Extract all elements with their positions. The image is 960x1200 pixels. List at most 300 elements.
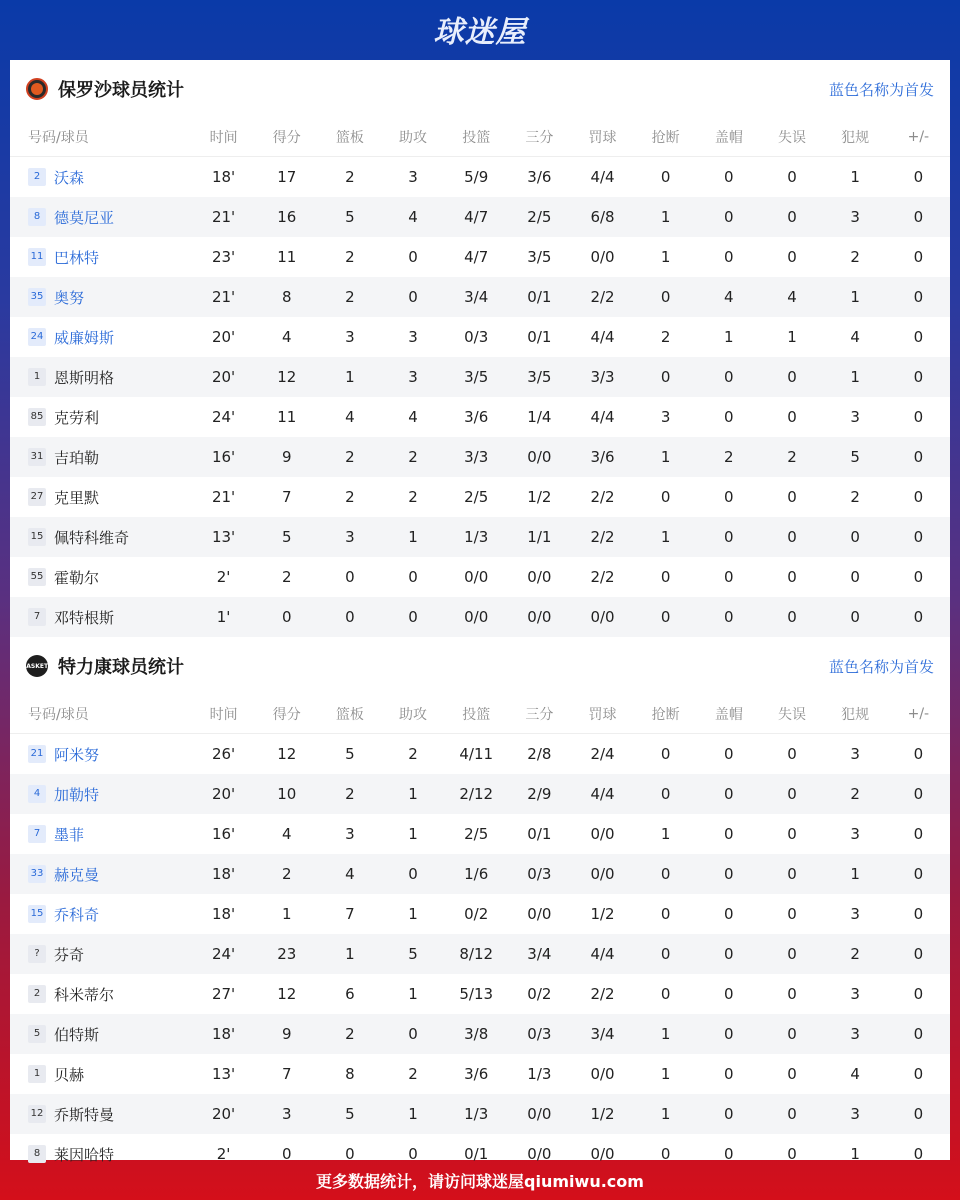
stat-cell: 3/4	[508, 934, 571, 974]
jersey-number-badge: 2	[28, 985, 46, 1003]
table-row	[10, 597, 950, 637]
stat-cell: 0	[381, 597, 444, 637]
stat-cell: 3	[255, 1094, 318, 1134]
player-name[interactable]: 德莫尼亚	[54, 208, 115, 227]
jersey-number-badge: 15	[28, 528, 46, 546]
stat-cell: 0/0	[527, 1145, 552, 1163]
stat-cell: 4	[281, 825, 292, 843]
table-row	[10, 477, 950, 517]
player-name[interactable]: 莱因哈特	[54, 1145, 115, 1164]
stat-cell: 0/0	[508, 437, 571, 477]
stat-cell: 0	[697, 517, 760, 557]
player-name[interactable]: 威廉姆斯	[54, 328, 115, 347]
player-cell	[10, 597, 192, 637]
stat-cell: 3/3	[571, 357, 634, 397]
stat-cell: 3	[850, 905, 860, 923]
jersey-number-badge: 15	[28, 905, 46, 923]
stat-cell: 0	[760, 597, 823, 637]
table-body	[10, 734, 950, 1175]
stat-cell: 4	[850, 328, 860, 346]
player-name[interactable]: 墨菲	[54, 825, 85, 844]
player-cell	[10, 1014, 192, 1054]
stat-cell: 0	[697, 774, 760, 814]
stat-cell: 0	[887, 1014, 950, 1054]
team-title: 特力康球员统计	[58, 657, 184, 678]
table-header-row	[10, 695, 950, 734]
player-cell	[10, 734, 192, 775]
stat-cell: 0	[787, 1065, 797, 1083]
table-row	[10, 357, 950, 397]
jersey-number-badge: 33	[28, 865, 46, 883]
stat-cell: 1	[787, 328, 797, 346]
stat-cell: 0	[760, 1094, 823, 1134]
stat-cell: 4/4	[590, 408, 615, 426]
stat-cell: 2/5	[464, 825, 489, 843]
stat-cell: 0/0	[527, 568, 552, 586]
stat-cell: 5	[318, 197, 381, 237]
stat-cell: 20'	[192, 774, 255, 814]
stat-cell: 1/1	[508, 517, 571, 557]
jersey-number-badge: 35	[28, 288, 46, 306]
stat-cell: 1/3	[445, 517, 508, 557]
player-name[interactable]: 巴林特	[54, 248, 100, 267]
stat-cell: 0	[787, 408, 797, 426]
stat-cell: 2	[345, 248, 355, 266]
player-cell	[10, 774, 192, 814]
stat-cell: 2/9	[508, 774, 571, 814]
stat-cell: 0	[345, 568, 355, 586]
stat-cell: 0	[760, 357, 823, 397]
player-name[interactable]: 吉珀勒	[54, 448, 100, 467]
column-header: 抢断	[634, 118, 697, 157]
player-cell	[10, 557, 192, 597]
player-name[interactable]: 邓特根斯	[54, 608, 115, 627]
stat-cell: 1	[660, 248, 671, 266]
table-row	[10, 974, 950, 1014]
stat-cell: 0	[760, 774, 823, 814]
stat-cell: 0	[318, 597, 381, 637]
stat-cell: 3/6	[464, 1065, 489, 1083]
stat-cell: 5	[255, 517, 318, 557]
column-header: 得分	[255, 695, 318, 734]
stat-cell: 0	[787, 168, 797, 186]
stat-cell: 20'	[211, 328, 236, 346]
stat-cell: 0	[634, 774, 697, 814]
stat-cell: 3/6	[571, 437, 634, 477]
stat-cell: 2	[408, 745, 418, 763]
stat-cell: 0	[787, 825, 797, 843]
column-header: 投篮	[445, 118, 508, 157]
stat-cell: 0	[913, 825, 924, 843]
jersey-number-badge: 11	[28, 248, 46, 266]
stat-cell: 0	[787, 568, 797, 586]
stat-cell: 0	[660, 985, 671, 1003]
stat-cell: 21'	[192, 277, 255, 317]
stat-cell: 3/8	[445, 1014, 508, 1054]
stat-cell: 5/9	[464, 168, 489, 186]
stat-cell: 3/5	[527, 248, 552, 266]
stat-cell: 3	[381, 357, 444, 397]
stat-cell: 2	[697, 437, 760, 477]
column-header: 篮板	[318, 695, 381, 734]
stat-cell: 8	[345, 1065, 355, 1083]
player-name[interactable]: 乔科奇	[54, 905, 100, 924]
stat-cell: 4	[408, 408, 418, 426]
stat-cell: 2/4	[590, 745, 615, 763]
stat-cell: 0	[787, 1145, 797, 1163]
stat-cell: 3	[318, 517, 381, 557]
stat-cell: 0/2	[464, 905, 489, 923]
app-header	[0, 0, 960, 58]
stat-cell: 0/0	[590, 1145, 615, 1163]
jersey-number-badge: 8	[28, 1145, 46, 1163]
player-name[interactable]: 阿米努	[54, 745, 100, 764]
stat-cell: 1	[824, 277, 887, 317]
stat-cell: 8	[255, 277, 318, 317]
stat-cell: 0	[913, 568, 924, 586]
stat-cell: 1	[281, 905, 292, 923]
stat-cell: 0	[887, 1094, 950, 1134]
player-cell	[10, 814, 192, 854]
jersey-number-badge: 2	[28, 168, 46, 186]
stat-cell: 1	[660, 1065, 671, 1083]
stat-cell: 0	[724, 568, 734, 586]
stat-cell: 2	[824, 934, 887, 974]
stat-cell: 1	[408, 825, 418, 843]
table-row	[10, 774, 950, 814]
stat-cell: 4	[318, 854, 381, 894]
stat-cell: 4/4	[571, 934, 634, 974]
stat-cell: 2	[408, 488, 418, 506]
jersey-number-badge: 24	[28, 328, 46, 346]
stat-cell: 0/0	[527, 905, 552, 923]
player-cell	[10, 934, 192, 974]
player-cell	[10, 317, 192, 357]
stat-cell: 0	[787, 745, 797, 763]
stat-cell: 23'	[211, 248, 236, 266]
stat-cell: 4	[345, 408, 355, 426]
stat-cell: 1	[634, 197, 697, 237]
jersey-number-badge: 12	[28, 1105, 46, 1123]
stat-cell: 0	[724, 168, 734, 186]
stat-cell: 2	[408, 1065, 418, 1083]
stat-cell: 0	[634, 934, 697, 974]
stat-cell: 0/0	[508, 597, 571, 637]
column-header: 篮板	[318, 118, 381, 157]
column-header: 助攻	[381, 118, 444, 157]
stat-cell: 0/3	[508, 1014, 571, 1054]
stat-cell: 4/11	[459, 745, 494, 763]
stat-cell: 0	[887, 854, 950, 894]
stat-cell: 0/0	[571, 597, 634, 637]
stat-cell: 2	[318, 437, 381, 477]
player-cell	[10, 1094, 192, 1134]
stat-cell: 1	[381, 774, 444, 814]
stat-cell: 0	[660, 488, 671, 506]
stat-cell: 3/6	[464, 408, 489, 426]
stat-cell: 2	[660, 328, 671, 346]
table-row	[10, 157, 950, 198]
stat-cell: 0/0	[590, 1065, 615, 1083]
table-row	[10, 894, 950, 934]
stat-cell: 24'	[211, 408, 236, 426]
stat-cell: 1/3	[527, 1065, 552, 1083]
stat-cell: 3	[824, 1014, 887, 1054]
stat-cell: 0	[913, 905, 924, 923]
stat-cell: 0	[724, 488, 734, 506]
stat-cell: 0/0	[590, 248, 615, 266]
stat-cell: 2	[318, 774, 381, 814]
player-name[interactable]: 克里默	[54, 488, 100, 507]
stat-cell: 0	[408, 1145, 418, 1163]
stat-cell: 0	[913, 488, 924, 506]
player-stats-table	[10, 118, 950, 637]
stat-cell: 2	[345, 488, 355, 506]
stat-cell: 0	[724, 408, 734, 426]
player-cell	[10, 237, 192, 277]
stat-cell: 0	[697, 197, 760, 237]
stat-cell: 0	[760, 854, 823, 894]
stat-cell: 1	[634, 1014, 697, 1054]
stat-cell: 0/2	[527, 985, 552, 1003]
stat-cell: 2/2	[571, 517, 634, 557]
stat-cell: 0	[724, 745, 734, 763]
stat-cell: 3	[660, 408, 671, 426]
basketball-team-logo-icon	[26, 78, 48, 100]
stat-cell: 5	[824, 437, 887, 477]
jersey-number-badge: 85	[28, 408, 46, 426]
stat-cell: 0	[787, 248, 797, 266]
column-header: 得分	[255, 118, 318, 157]
player-name[interactable]: 佩特科维奇	[54, 528, 130, 547]
stat-cell: 1	[318, 357, 381, 397]
stat-cell: 4	[697, 277, 760, 317]
stat-cell: 3	[850, 985, 860, 1003]
stat-cell: 7	[281, 488, 292, 506]
jersey-number-badge: 31	[28, 448, 46, 466]
player-stats-table	[10, 695, 950, 1174]
stat-cell: 16	[255, 197, 318, 237]
stat-cell: 1	[824, 854, 887, 894]
player-cell	[10, 197, 192, 237]
stat-cell: 17	[277, 168, 297, 186]
stat-cell: 0	[760, 517, 823, 557]
stat-cell: 0/1	[464, 1145, 489, 1163]
stat-cell: 1	[634, 1094, 697, 1134]
player-name[interactable]: 芬奇	[54, 945, 85, 964]
stat-cell: 1	[318, 934, 381, 974]
stat-cell: 1/2	[590, 905, 615, 923]
stat-cell: 2'	[216, 1145, 231, 1163]
stat-cell: 0	[634, 357, 697, 397]
column-header: 罚球	[571, 118, 634, 157]
stat-cell: 0	[913, 408, 924, 426]
stat-cell: 8/12	[445, 934, 508, 974]
stat-cell: 0	[697, 854, 760, 894]
stat-cell: 0	[887, 277, 950, 317]
stat-cell: 4	[281, 328, 292, 346]
stat-cell: 2/2	[590, 488, 615, 506]
column-header: 抢断	[634, 695, 697, 734]
stat-cell: 2/2	[571, 277, 634, 317]
player-name[interactable]: 伯特斯	[54, 1025, 100, 1044]
stat-cell: 20'	[192, 1094, 255, 1134]
stat-cell: 1	[850, 1145, 860, 1163]
column-header: 号码/球员	[10, 118, 192, 157]
table-row	[10, 1094, 950, 1134]
table-row	[10, 557, 950, 597]
stat-cell: 0/0	[571, 854, 634, 894]
stat-cell: 0	[634, 277, 697, 317]
player-name[interactable]: 赫克曼	[54, 865, 100, 884]
stat-cell: 0	[913, 248, 924, 266]
stat-cell: 3/4	[445, 277, 508, 317]
stat-cell: 16'	[192, 437, 255, 477]
player-cell	[10, 357, 192, 397]
stat-cell: 0	[381, 854, 444, 894]
stat-cell: 6	[345, 985, 355, 1003]
player-name[interactable]: 奥努	[54, 288, 85, 307]
player-cell	[10, 894, 192, 934]
jersey-number-badge: 7	[28, 608, 46, 626]
stat-cell: 0	[887, 934, 950, 974]
player-cell	[10, 477, 192, 517]
stat-cell: 2/5	[464, 488, 489, 506]
column-header: 犯规	[824, 118, 887, 157]
stat-cell: 0	[697, 1014, 760, 1054]
stat-cell: 20'	[192, 357, 255, 397]
stat-cell: 4	[381, 197, 444, 237]
stat-cell: 0	[887, 774, 950, 814]
stat-cell: 3	[408, 328, 418, 346]
player-name[interactable]: 霍勒尔	[54, 568, 100, 587]
stat-cell: 0	[660, 905, 671, 923]
player-name[interactable]: 乔斯特曼	[54, 1105, 115, 1124]
stat-cell: 3	[850, 408, 860, 426]
stat-cell: 1	[381, 517, 444, 557]
stat-cell: 0	[850, 568, 860, 586]
stat-cell: 0	[887, 517, 950, 557]
stat-cell: 7	[345, 905, 355, 923]
stat-cell: 2	[760, 437, 823, 477]
stat-cell: 2/2	[590, 985, 615, 1003]
stat-cell: 0	[913, 745, 924, 763]
stat-cell: 0	[724, 248, 734, 266]
stat-cell: 5	[381, 934, 444, 974]
table-row	[10, 854, 950, 894]
stat-cell: 13'	[211, 1065, 236, 1083]
column-header: 盖帽	[697, 695, 760, 734]
table-row	[10, 814, 950, 854]
stat-cell: 0	[724, 1145, 734, 1163]
stat-cell: 0	[408, 568, 418, 586]
stat-cell: 16'	[211, 825, 236, 843]
column-header: +/-	[887, 695, 950, 734]
stat-cell: 13'	[192, 517, 255, 557]
player-name[interactable]: 恩斯明格	[54, 368, 115, 387]
jersey-number-badge: ?	[28, 945, 46, 963]
stat-cell: 0	[660, 745, 671, 763]
stat-cell: 2	[850, 488, 860, 506]
column-header: 时间	[192, 118, 255, 157]
stat-cell: 1/2	[571, 1094, 634, 1134]
player-cell	[10, 157, 192, 198]
stat-cell: 1	[634, 517, 697, 557]
stat-cell: 4/4	[571, 774, 634, 814]
stat-cell: 3	[850, 745, 860, 763]
stat-cell: 2	[281, 568, 292, 586]
player-name[interactable]: 贝赫	[54, 1065, 85, 1084]
stats-panel	[10, 60, 950, 1164]
table-row	[10, 197, 950, 237]
stat-cell: 0/3	[508, 854, 571, 894]
stat-cell: 12	[277, 745, 297, 763]
stat-cell: 0	[660, 568, 671, 586]
stat-cell: 3/5	[445, 357, 508, 397]
stat-cell: 2	[255, 854, 318, 894]
stat-cell: 4/7	[445, 197, 508, 237]
column-header: 失误	[760, 695, 823, 734]
player-name[interactable]: 科米蒂尔	[54, 985, 115, 1004]
table-row	[10, 237, 950, 277]
stat-cell: 23	[255, 934, 318, 974]
stat-cell: 0	[634, 597, 697, 637]
stat-cell: 2	[318, 277, 381, 317]
stat-cell: 5/13	[459, 985, 494, 1003]
stat-cell: 0	[281, 1145, 292, 1163]
stat-cell: 0	[787, 905, 797, 923]
column-header: +/-	[887, 118, 950, 157]
stat-cell: 5	[318, 1094, 381, 1134]
player-name[interactable]: 沃森	[54, 168, 85, 187]
stat-cell: 27'	[211, 985, 236, 1003]
player-cell	[10, 277, 192, 317]
stat-cell: 0	[408, 248, 418, 266]
stat-cell: 0/0	[445, 597, 508, 637]
stat-cell: 21'	[211, 488, 236, 506]
stat-cell: 2/5	[508, 197, 571, 237]
column-header: 号码/球员	[10, 695, 192, 734]
stat-cell: 0/0	[508, 1094, 571, 1134]
stat-cell: 3	[824, 197, 887, 237]
player-name[interactable]: 克劳利	[54, 408, 100, 427]
stat-cell: 0	[824, 597, 887, 637]
stat-cell: 0/0	[464, 568, 489, 586]
player-cell	[10, 437, 192, 477]
stat-cell: 1	[724, 328, 734, 346]
stat-cell: 4/4	[590, 328, 615, 346]
stat-cell: 1	[408, 905, 418, 923]
stat-cell: 18'	[211, 168, 236, 186]
stat-cell: 0	[697, 1094, 760, 1134]
stat-cell: 18'	[192, 1014, 255, 1054]
column-header: 犯规	[824, 695, 887, 734]
stat-cell: 3/6	[527, 168, 552, 186]
jersey-number-badge: 4	[28, 785, 46, 803]
jersey-number-badge: 55	[28, 568, 46, 586]
stat-cell: 0	[724, 1065, 734, 1083]
player-name[interactable]: 加勒特	[54, 785, 100, 804]
stat-cell: 0	[697, 357, 760, 397]
stat-cell: 0/1	[527, 825, 552, 843]
column-header: 投篮	[445, 695, 508, 734]
stat-cell: 0	[634, 854, 697, 894]
starter-legend: 蓝色名称为首发	[828, 80, 934, 99]
stat-cell: 3	[824, 1094, 887, 1134]
stat-cell: 3	[408, 168, 418, 186]
stat-cell: 9	[255, 1014, 318, 1054]
footer-link[interactable]: 更多数据统计，请访问球迷屋qiumiwu.com	[316, 1171, 644, 1191]
